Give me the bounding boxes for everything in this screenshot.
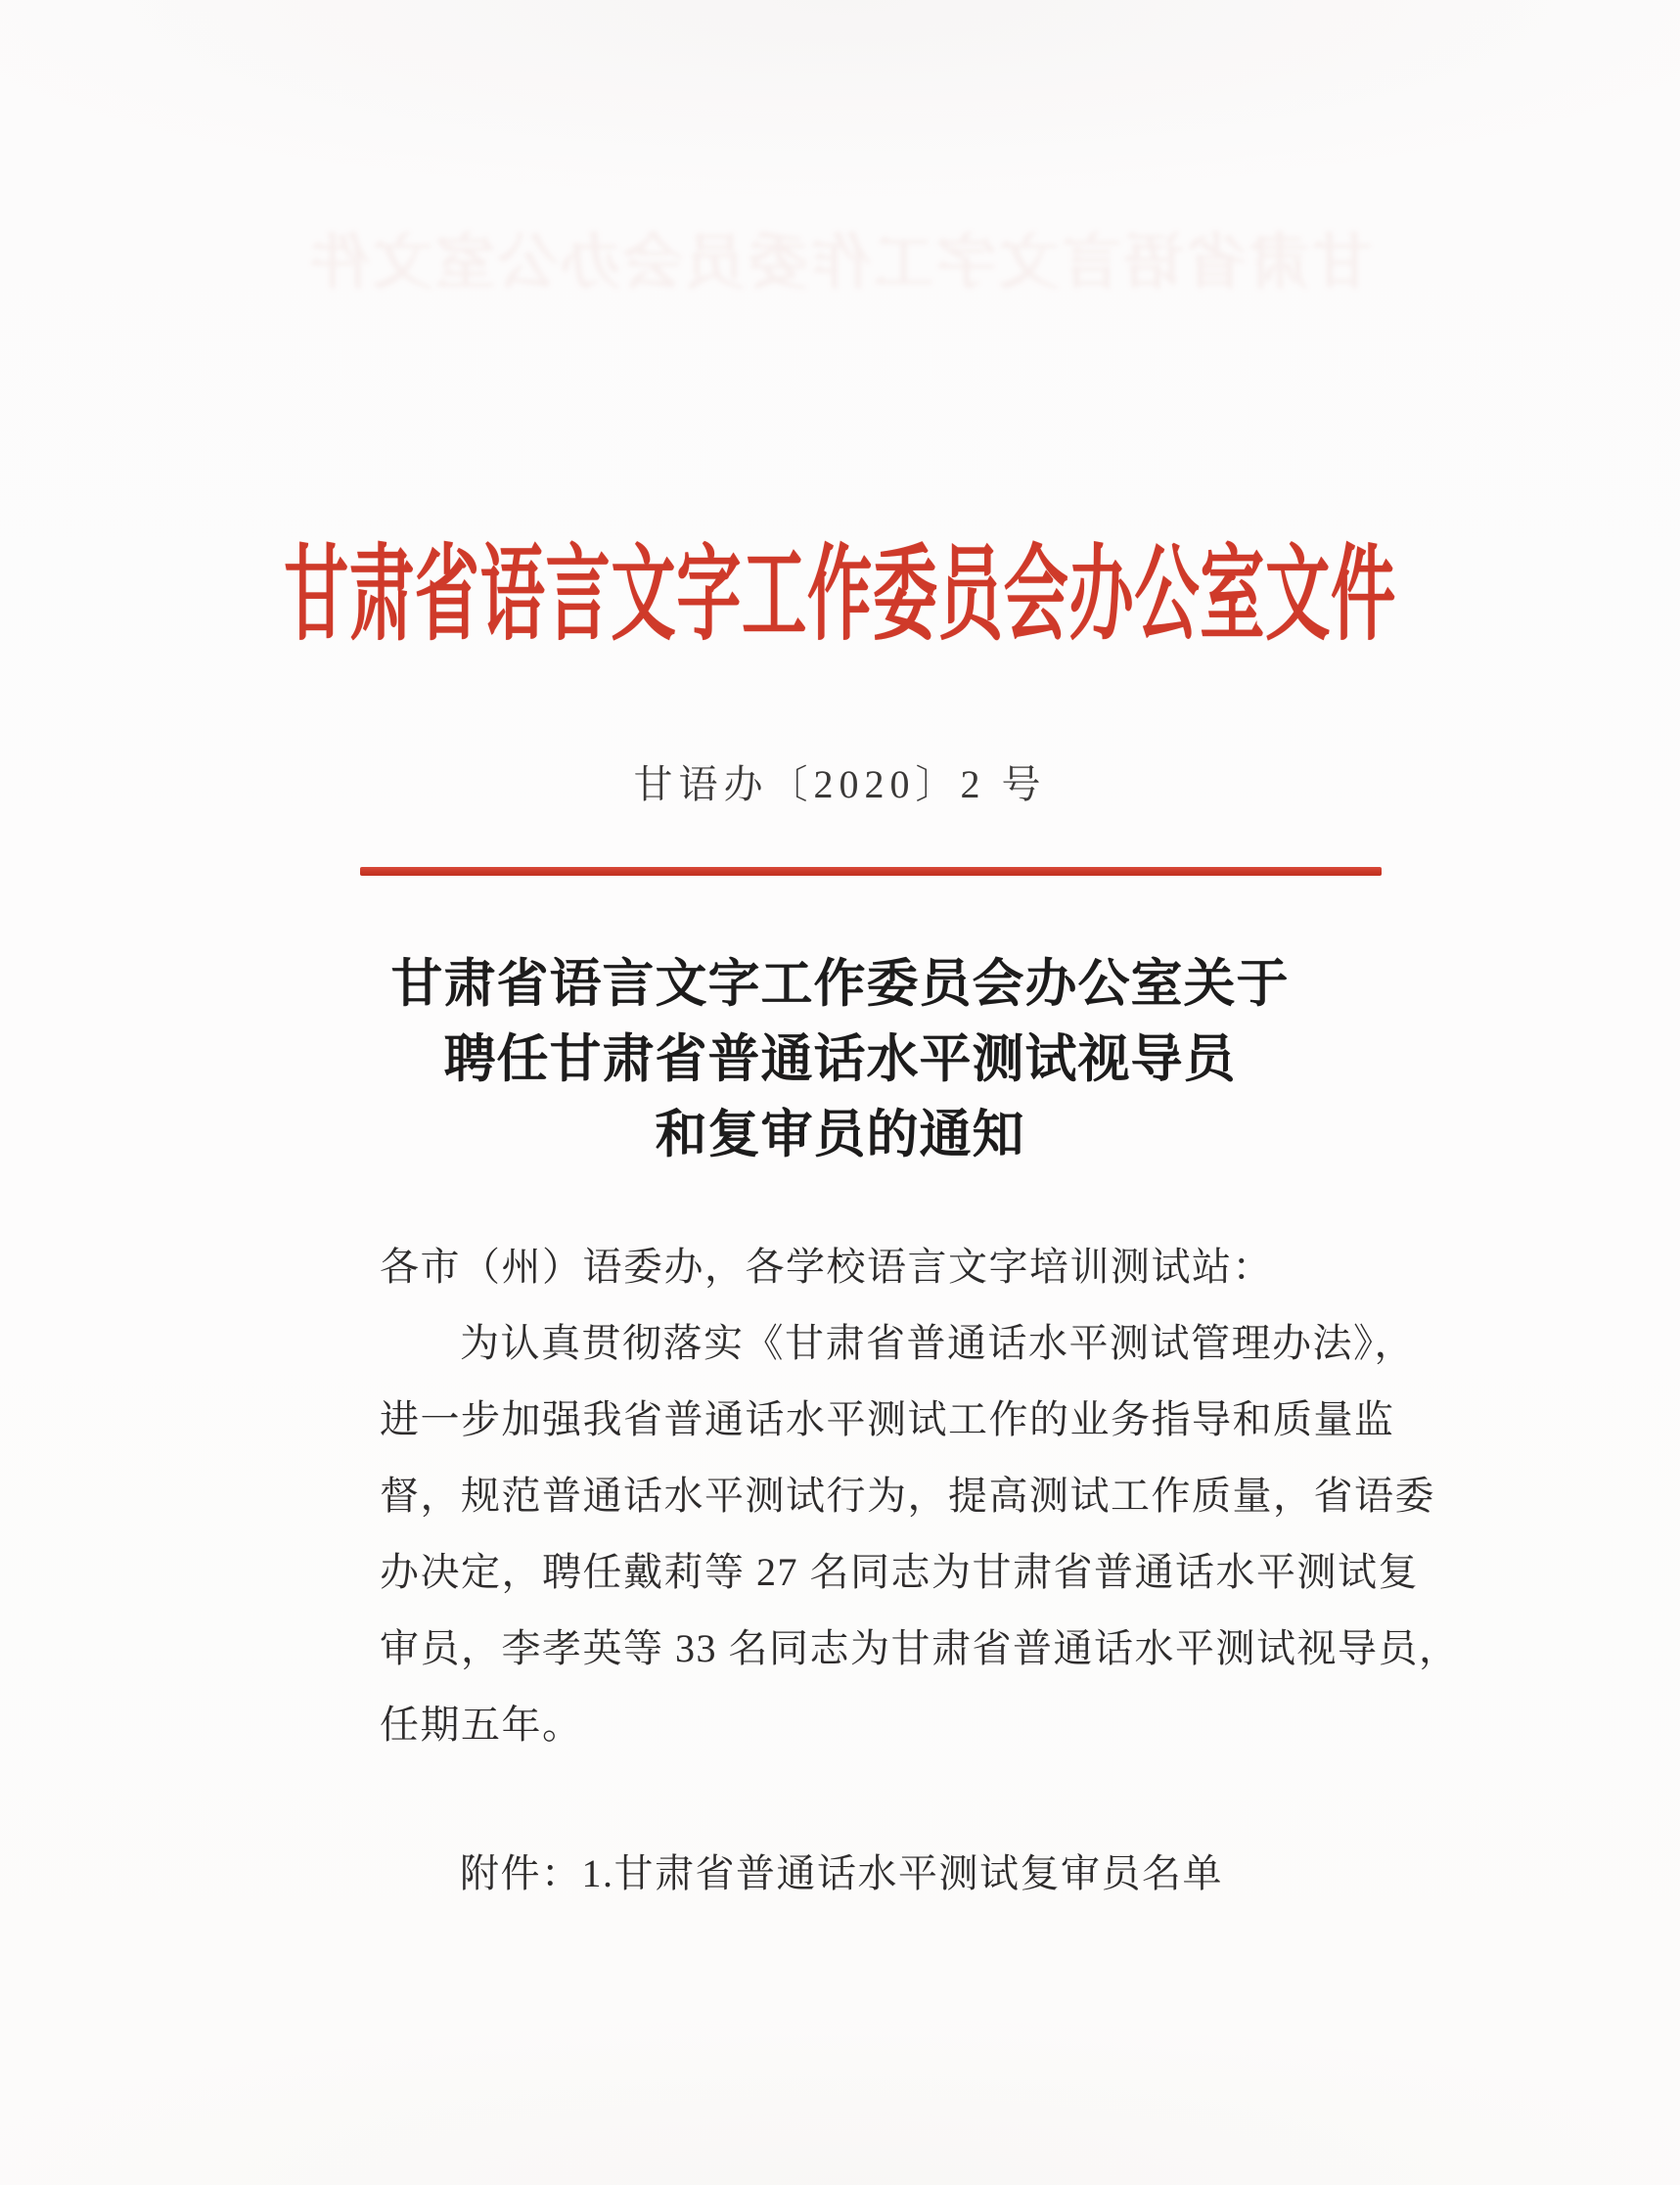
- body-line: 进一步加强我省普通话水平测试工作的业务指导和质量监: [380, 1397, 1395, 1441]
- notice-title-line-1: 甘肃省语言文字工作委员会办公室关于: [390, 956, 1290, 1013]
- salutation-line: 各市（州）语委办，各学校语言文字培训测试站：: [380, 1245, 1273, 1289]
- bleed-through-artifact: 甘肃省语言文字工作委员会办公室文件: [307, 230, 1373, 296]
- body-line: 审员，李孝英等 33 名同志为甘肃省普通话水平测试视导员，: [380, 1626, 1460, 1670]
- notice-title-line-3: 和复审员的通知: [655, 1107, 1025, 1163]
- letterhead-title: 甘肃省语言文字工作委员会办公室文件: [284, 538, 1396, 653]
- document-body: [380, 1229, 1460, 1763]
- red-separator-line: [360, 867, 1382, 876]
- body-line: 督，规范普通话水平测试行为，提高测试工作质量，省语委: [380, 1474, 1435, 1518]
- notice-title: [0, 947, 1680, 1173]
- body-line: 办决定，聘任戴莉等 27 名同志为甘肃省普通话水平测试复: [380, 1550, 1419, 1594]
- body-line: 为认真贯彻落实《甘肃省普通话水平测试管理办法》，: [460, 1321, 1415, 1365]
- letterhead-container: [0, 538, 1680, 653]
- attachment-note: 附件：1.甘肃省普通话水平测试复审员名单: [460, 1851, 1223, 1895]
- notice-title-line-2: 聘任甘肃省普通话水平测试视导员: [443, 1031, 1237, 1088]
- document-number: 甘语办〔2020〕2 号: [633, 762, 1047, 806]
- body-line: 任期五年。: [380, 1703, 583, 1747]
